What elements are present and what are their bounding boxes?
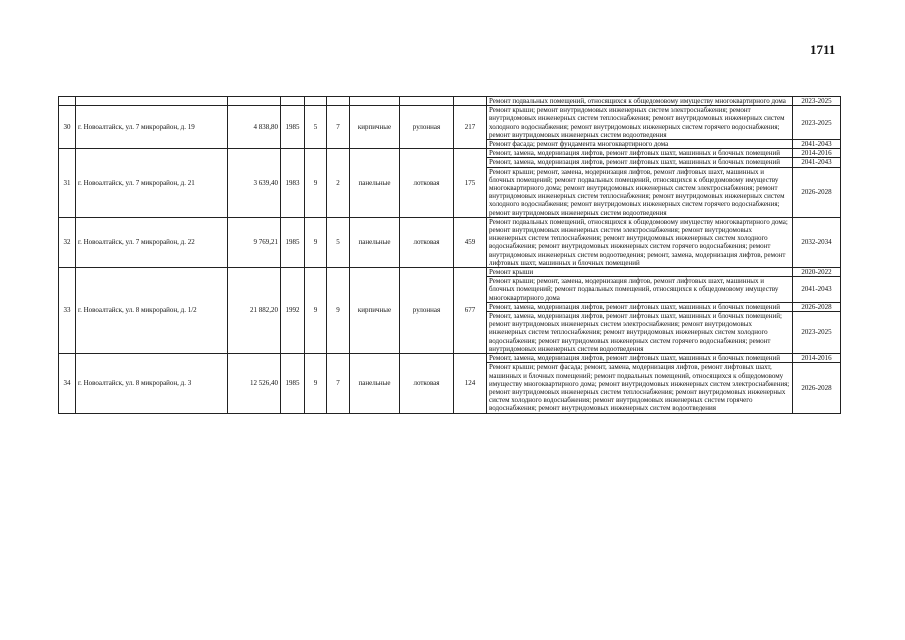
- work-period: 2023-2025: [793, 106, 841, 140]
- work-period: 2026-2028: [793, 167, 841, 217]
- work-description: Ремонт, замена, модернизация лифтов, ремонт лифтовых шахт, машинных и блочных помещений: [487, 158, 793, 167]
- table-row: [59, 97, 841, 106]
- residents-count: 217: [454, 106, 487, 149]
- building-address: г. Новоалтайск, ул. 7 микрорайон, д. 19: [76, 106, 228, 149]
- table-row: [59, 106, 841, 140]
- work-description: Ремонт подвальных помещений, относящихся к общедомовому имуществу многоквартирного дома: [487, 97, 793, 106]
- table-row: [59, 149, 841, 158]
- wall-material: кирпичные: [350, 106, 400, 149]
- wall-material: панельные: [350, 217, 400, 267]
- building-entrances: 7: [327, 354, 350, 413]
- work-period: 2041-2043: [793, 158, 841, 167]
- building-floors: 9: [305, 268, 327, 354]
- building-floors: 9: [305, 217, 327, 267]
- building-entrances: 7: [327, 106, 350, 149]
- work-description: Ремонт крыши; ремонт, замена, модернизация лифтов, ремонт лифтовых шахт, машинных и блочных помещений; ремонт подвальных помещений, относящихся к общедомовому имуществу многоквартирного дома: [487, 277, 793, 303]
- row-number: 30: [59, 106, 76, 149]
- work-description: Ремонт, замена, модернизация лифтов, ремонт лифтовых шахт, машинных и блочных помещений: [487, 354, 793, 363]
- table-row: [59, 268, 841, 277]
- table-row: [59, 217, 841, 267]
- work-period: 2023-2025: [793, 97, 841, 106]
- work-period: 2014-2016: [793, 354, 841, 363]
- building-entrances: 9: [327, 268, 350, 354]
- work-description: Ремонт крыши; ремонт фасада; ремонт, замена, модернизация лифтов, ремонт лифтовых шахт, машинных и блочных помещений; ремонт подвальных помещений, относящихся к общедомовому имуществу многоквартирного дома; ремонт внутридомовых инженерных систем электроснабжения; ремонт внутридомовых инженерных систем теплоснабжения; ремонт внутридомовых инженерных систем холодного водоснабжения; ремонт внутридомовых инженерных систем горячего водоснабжения; ремонт внутридомовых инженерных систем водоотведения: [487, 363, 793, 413]
- work-period: 2026-2028: [793, 363, 841, 413]
- row-number: 34: [59, 354, 76, 413]
- work-period: 2032-2034: [793, 217, 841, 267]
- row-number: 32: [59, 217, 76, 267]
- building-address: г. Новоалтайск, ул. 8 микрорайон, д. 1/2: [76, 268, 228, 354]
- building-year: 1985: [281, 217, 305, 267]
- roof-type: лотковая: [400, 354, 454, 413]
- work-description: Ремонт крыши; ремонт внутридомовых инженерных систем электроснабжения; ремонт внутридомовых инженерных систем теплоснабжения; ремонт внутридомовых инженерных систем холодного водоснабжения; ремонт внутридомовых инженерных систем горячего водоснабжения; ремонт внутридомовых инженерных систем водоотведения: [487, 106, 793, 140]
- building-address: г. Новоалтайск, ул. 8 микрорайон, д. 3: [76, 354, 228, 413]
- building-floors: 9: [305, 149, 327, 218]
- building-year: 1985: [281, 106, 305, 149]
- work-period: 2014-2016: [793, 149, 841, 158]
- work-period: 2023-2025: [793, 312, 841, 354]
- work-description: Ремонт подвальных помещений, относящихся к общедомовому имуществу многоквартирного дома; ремонт внутридомовых инженерных систем электроснабжения; ремонт внутридомовых инженерных систем теплоснабжения; ремонт внутридомовых инженерных систем холодного водоснабжения; ремонт внутридомовых инженерных систем горячего водоснабжения; ремонт внутридомовых инженерных систем водоотведения; ремонт, замена, модернизация лифтов, ремонт лифтовых шахт, машинных и блочных помещений: [487, 217, 793, 267]
- table-row: [59, 354, 841, 363]
- building-area: 4 838,80: [228, 106, 281, 149]
- work-description: Ремонт, замена, модернизация лифтов, ремонт лифтовых шахт, машинных и блочных помещений: [487, 149, 793, 158]
- building-area: 12 526,40: [228, 354, 281, 413]
- residents-count: 459: [454, 217, 487, 267]
- building-area: 9 769,21: [228, 217, 281, 267]
- roof-type: рулонная: [400, 268, 454, 354]
- roof-type: лотковая: [400, 217, 454, 267]
- work-period: 2041-2043: [793, 140, 841, 149]
- building-area: 21 882,20: [228, 268, 281, 354]
- residents-count: 175: [454, 149, 487, 218]
- residents-count: 124: [454, 354, 487, 413]
- page-number: 1711: [810, 42, 836, 57]
- building-floors: 9: [305, 354, 327, 413]
- capital-repair-table: [58, 96, 841, 414]
- wall-material: панельные: [350, 149, 400, 218]
- work-description: Ремонт, замена, модернизация лифтов, ремонт лифтовых шахт, машинных и блочных помещений: [487, 302, 793, 311]
- row-number: 31: [59, 149, 76, 218]
- work-period: 2020-2022: [793, 268, 841, 277]
- work-period: 2026-2028: [793, 302, 841, 311]
- work-description: Ремонт, замена, модернизация лифтов, ремонт лифтовых шахт, машинных и блочных помещений; ремонт внутридомовых инженерных систем электроснабжения; ремонт внутридомовых инженерных систем теплоснабжения; ремонт внутридомовых инженерных систем холодного водоснабжения; ремонт внутридомовых инженерных систем горячего водоснабжения; ремонт внутридомовых инженерных систем водоотведения: [487, 312, 793, 354]
- residents-count: 677: [454, 268, 487, 354]
- building-year: 1992: [281, 268, 305, 354]
- building-address: г. Новоалтайск, ул. 7 микрорайон, д. 21: [76, 149, 228, 218]
- wall-material: панельные: [350, 354, 400, 413]
- work-period: 2041-2043: [793, 277, 841, 303]
- work-description: Ремонт крыши: [487, 268, 793, 277]
- building-year: 1985: [281, 354, 305, 413]
- building-year: 1983: [281, 149, 305, 218]
- building-entrances: 2: [327, 149, 350, 218]
- building-entrances: 5: [327, 217, 350, 267]
- work-description: Ремонт крыши; ремонт, замена, модернизация лифтов, ремонт лифтовых шахт, машинных и блочных помещений; ремонт подвальных помещений, относящихся к общедомовому имуществу многоквартирного дома; ремонт внутридомовых инженерных систем электроснабжения; ремонт внутридомовых инженерных систем теплоснабжения; ремонт внутридомовых инженерных систем холодного водоснабжения; ремонт внутридомовых инженерных систем горячего водоснабжения; ремонт внутридомовых инженерных систем водоотведения: [487, 167, 793, 217]
- building-area: 3 639,40: [228, 149, 281, 218]
- roof-type: рулонная: [400, 106, 454, 149]
- roof-type: лотковая: [400, 149, 454, 218]
- building-floors: 5: [305, 106, 327, 149]
- row-number: 33: [59, 268, 76, 354]
- work-description: Ремонт фасада; ремонт фундамента многоквартирного дома: [487, 140, 793, 149]
- building-address: г. Новоалтайск, ул. 7 микрорайон, д. 22: [76, 217, 228, 267]
- wall-material: кирпичные: [350, 268, 400, 354]
